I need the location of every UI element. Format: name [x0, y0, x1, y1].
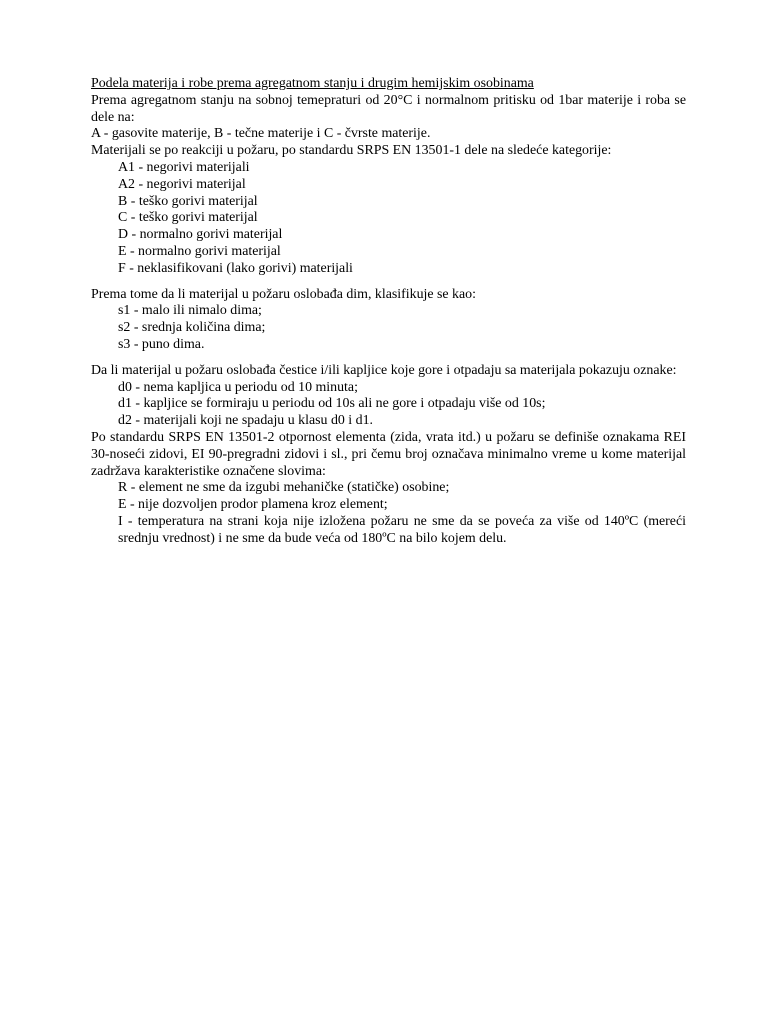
resistance-item-list — [91, 480, 686, 547]
list-item: A2 - negorivi materijal — [118, 176, 246, 192]
list-item: F - neklasifikovani (lako gorivi) materijali — [118, 260, 353, 276]
list-item: s3 - puno dima. — [118, 336, 205, 352]
list-item: E - nije dozvoljen prodor plamena kroz element; — [118, 497, 388, 513]
intro-paragraph: Prema agregatnom stanju na sobnoj temepraturi od 20°C i normalnom pritisku od 1bar materije i roba se dele na: — [91, 92, 686, 125]
list-item: D - normalno gorivi materijal — [118, 227, 283, 243]
resistance-intro: Po standardu SRPS EN 13501-2 otpornost elementa (zida, vrata itd.) u požaru se definiše oznakama REI 30-noseći zidovi, EI 90-pregradni zidovi i sl., pri čemu broj označava minimalno vreme u kome materijal zadržava karakteristike označene slovima: — [91, 429, 686, 479]
list-item: E - normalno gorivi materijal — [118, 243, 281, 259]
list-item: d2 - materijali koji ne spadaju u klasu d0 i d1. — [118, 413, 373, 429]
document-heading: Podela materija i robe prema agregatnom stanju i drugim hemijskim osobinama — [91, 76, 534, 91]
list-item: R - element ne sme da izgubi mehaničke (statičke) osobine; — [118, 480, 450, 496]
document-page — [91, 76, 686, 548]
droplets-intro: Da li materijal u požaru oslobađa čestice i/ili kapljice koje gore i otpadaju sa materijala pokazuju oznake: — [91, 362, 677, 378]
list-item: s2 - srednja količina dima; — [118, 320, 266, 336]
droplet-class-list — [91, 380, 686, 430]
list-item: C - teško gorivi materijal — [118, 210, 258, 226]
reaction-category-list — [91, 160, 686, 278]
smoke-intro: Prema tome da li materijal u požaru oslobađa dim, klasifikuje se kao: — [91, 286, 476, 302]
list-item: I - temperatura na strani koja nije izložena požaru ne sme da se poveća za više od 140ºC (mereći srednju vrednost) i ne sme da bude veća od 180ºC na bilo kojem delu. — [118, 513, 686, 546]
smoke-class-list — [91, 303, 686, 353]
list-item: d0 - nema kapljica u periodu od 10 minuta; — [118, 379, 358, 395]
reaction-intro: Materijali se po reakciji u požaru, po standardu SRPS EN 13501-1 dele na sledeće kategorije: — [91, 143, 612, 159]
states-line: A - gasovite materije, B - tečne materije i C - čvrste materije. — [91, 126, 431, 142]
list-item: A1 - negorivi materijali — [118, 159, 250, 175]
list-item: s1 - malo ili nimalo dima; — [118, 303, 262, 319]
list-item: B - teško gorivi materijal — [118, 193, 258, 209]
list-item: d1 - kapljice se formiraju u periodu od 10s ali ne gore i otpadaju više od 10s; — [118, 396, 546, 412]
